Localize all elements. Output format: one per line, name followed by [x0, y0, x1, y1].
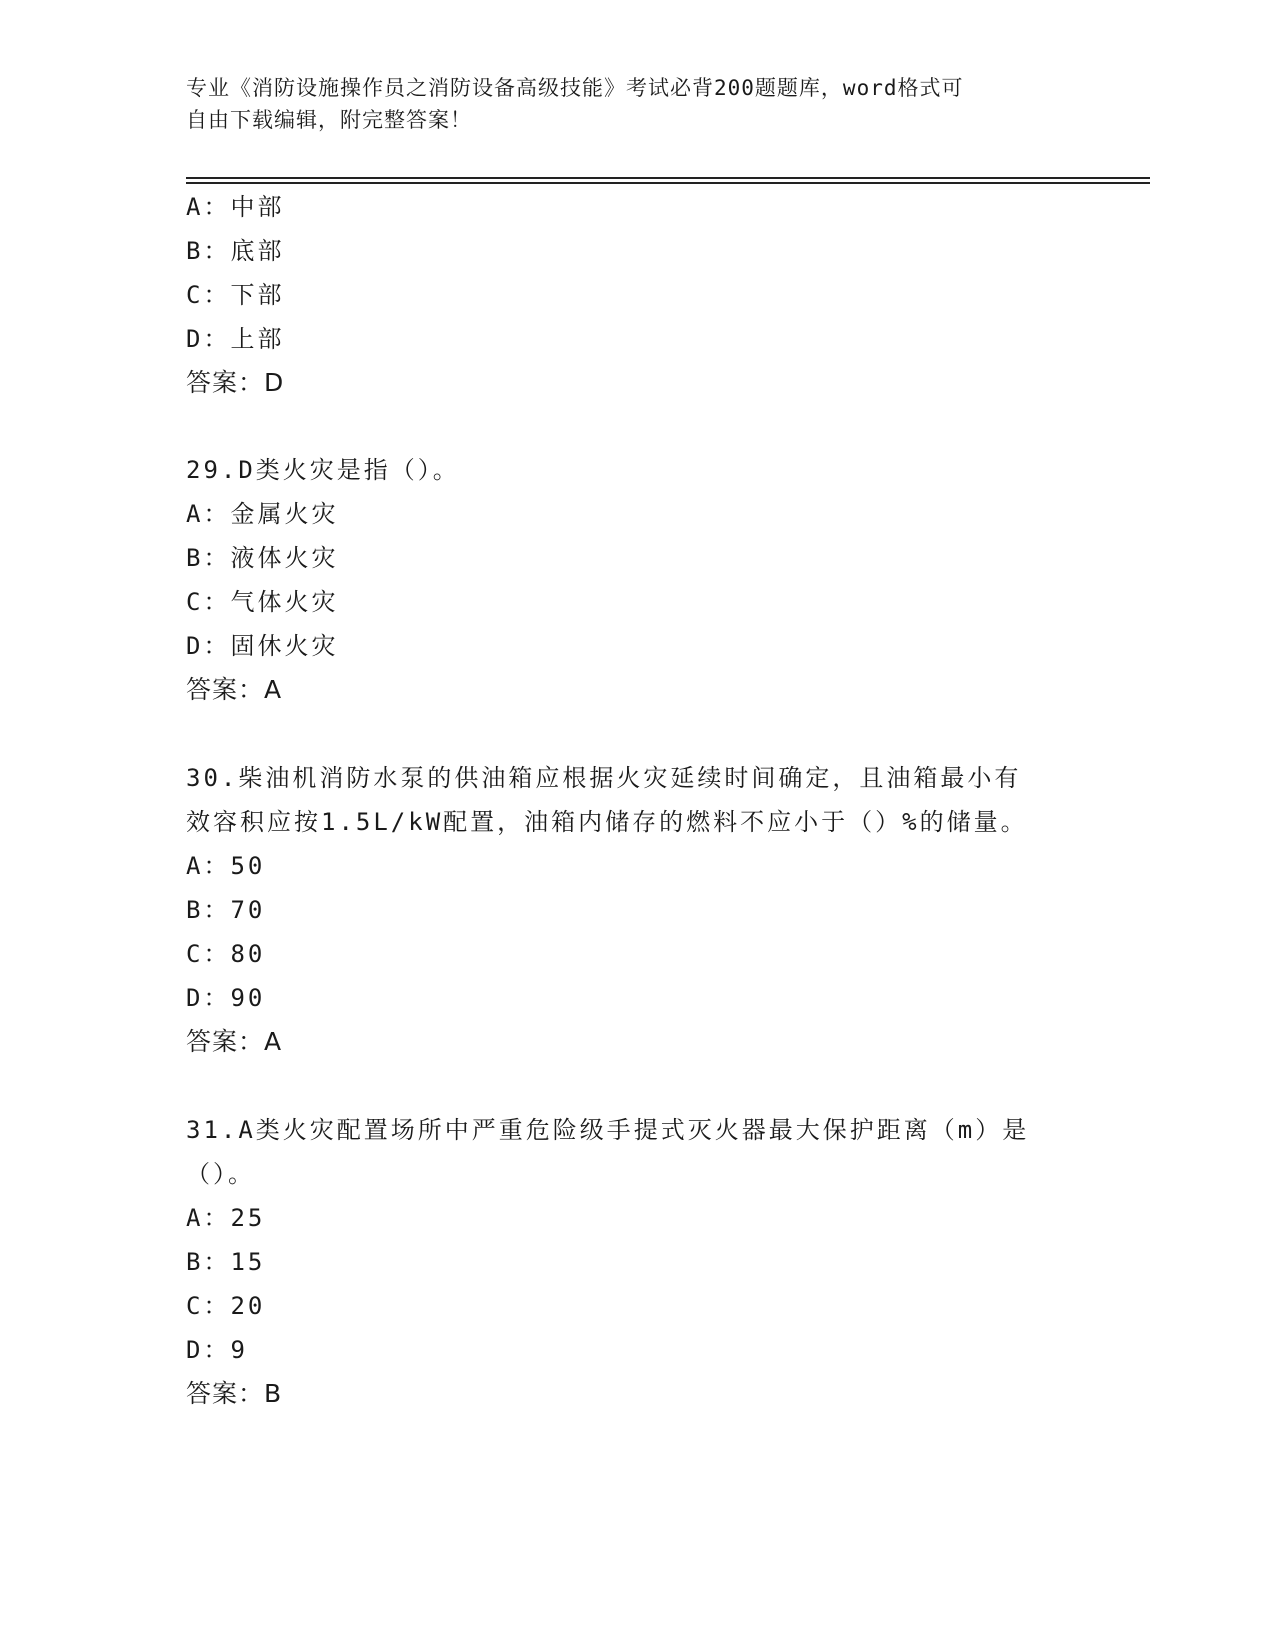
q30-option-a: A：50 [186, 852, 266, 880]
q30-option-b: B：70 [186, 896, 266, 924]
q31-question-line-1: 31.A类火灾配置场所中严重危险级手提式灭火器最大保护距离（m）是 [186, 1116, 1030, 1144]
q29-answer: 答案：A [186, 675, 283, 704]
header-divider-top [186, 177, 1150, 179]
q29-option-b: B：液体火灾 [186, 544, 339, 572]
q31-option-d: D：9 [186, 1336, 248, 1364]
q28-answer: 答案：D [186, 368, 285, 397]
q28-option-d: D：上部 [186, 325, 285, 353]
q31-answer: 答案：B [186, 1379, 283, 1408]
q31-option-c: C：20 [186, 1292, 266, 1320]
q29-question: 29.D类火灾是指（）。 [186, 456, 460, 484]
q31-option-a: A：25 [186, 1204, 266, 1232]
q28-option-b: B：底部 [186, 237, 285, 265]
q29-option-d: D：固休火灾 [186, 632, 339, 660]
q28-option-c: C：下部 [186, 281, 285, 309]
q30-question-line-2: 效容积应按1.5L/kW配置，油箱内储存的燃料不应小于（）%的储量。 [186, 808, 1028, 836]
q31-option-b: B：15 [186, 1248, 266, 1276]
q30-option-c: C：80 [186, 940, 266, 968]
q31-question-line-2: （）。 [186, 1160, 255, 1188]
q30-option-d: D：90 [186, 984, 266, 1012]
header-line-2: 自由下载编辑，附完整答案！ [186, 108, 472, 132]
header-divider-bottom [186, 182, 1150, 184]
q28-option-a: A：中部 [186, 193, 285, 221]
document-header [186, 72, 1066, 136]
header-line-1: 专业《消防设施操作员之消防设备高级技能》考试必背200题题库，word格式可 [186, 76, 964, 100]
q30-question-line-1: 30.柴油机消防水泵的供油箱应根据火灾延续时间确定，且油箱最小有 [186, 764, 1022, 792]
q29-option-a: A：金属火灾 [186, 500, 339, 528]
q29-option-c: C：气体火灾 [186, 588, 339, 616]
q30-answer: 答案：A [186, 1027, 283, 1056]
